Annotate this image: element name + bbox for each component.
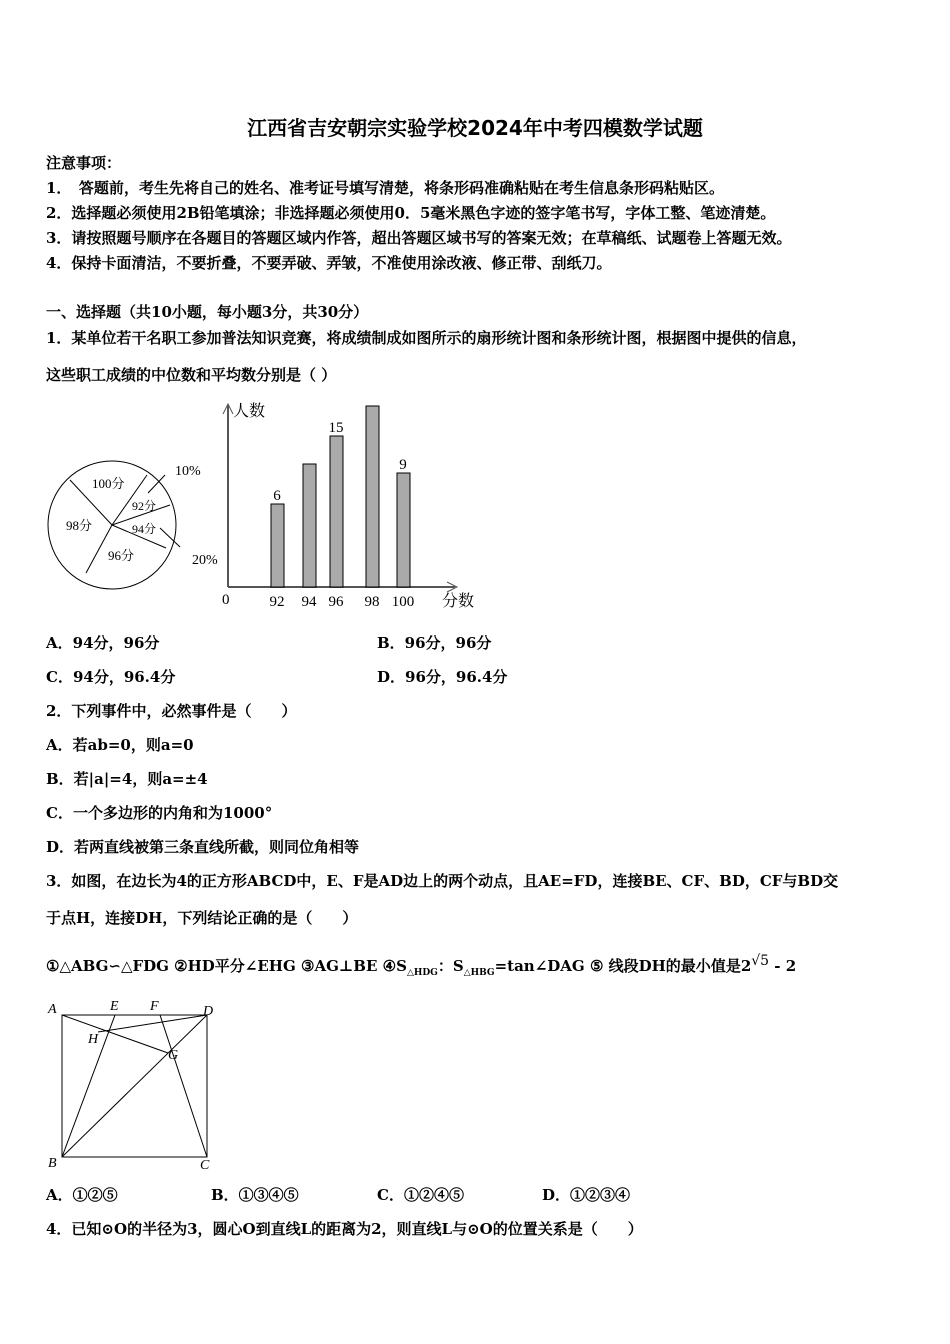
section-heading: 一、选择题（共10小题，每小题3分，共30分） [46,303,369,321]
pie-pct: 10% [175,464,201,479]
q1-figure [40,390,490,620]
x-tick-label: 100 [391,594,415,610]
x-tick-label: 98 [364,594,380,610]
pie-label: 92分 [132,499,157,513]
pie-pct: 20% [192,553,218,568]
note-item: 2．选择题必须使用2B铅笔填涂；非选择题必须使用0．5毫米黑色字迹的签字笔书写，字体工整、笔迹清楚。 [46,204,776,222]
x-tick-label: 92 [269,594,285,610]
bar-value-label: 15 [328,420,344,436]
q3-option-a[interactable]: A．①②⑤ [46,1186,118,1204]
q2-stem: 2．下列事件中，必然事件是（ ） [46,702,297,720]
q2-option-d[interactable]: D．若两直线被第三条直线所截，则同位角相等 [46,838,360,856]
bar-value-label: 6 [273,488,281,504]
q1-stem: 1．某单位若干名职工参加普法知识竞赛，将成绩制成如图所示的扇形统计图和条形统计图，根据图中提供的信息， [46,329,807,347]
q4-stem: 4．已知⊙O的半径为3，圆心O到直线L的距离为2，则直线L与⊙O的位置关系是（ ） [46,1220,643,1238]
note-item: 4．保持卡面清洁，不要折叠，不要弄破、弄皱，不准使用涂改液、修正带、刮纸刀。 [46,254,612,272]
page-title: 江西省吉安朝宗实验学校2024年中考四模数学试题 [247,116,703,140]
bar [303,464,316,587]
note-item: 1． 答题前，考生先将自己的姓名、准考证号填写清楚，将条形码准确粘贴在考生信息条形码粘贴区。 [46,179,724,197]
pie-label: 100分 [92,476,125,491]
q3-option-b[interactable]: B．①③④⑤ [211,1186,299,1204]
bar [366,406,379,587]
q3-figure [40,995,230,1175]
pie-label: 98分 [66,518,93,533]
bar [330,436,343,587]
q3-option-d[interactable]: D．①②③④ [542,1186,631,1204]
pie-label: 94分 [132,522,157,536]
svg-text:H: H [88,1032,99,1047]
pie-chart [48,461,218,589]
svg-text:E: E [110,999,119,1014]
q3-stem: 于点H，连接DH，下列结论正确的是（ ） [46,909,358,927]
q2-option-b[interactable]: B．若|a|=4，则a=±4 [46,770,208,788]
x-tick-label: 96 [328,594,344,610]
svg-text:A: A [48,1002,57,1017]
svg-text:C: C [200,1158,210,1173]
x-axis-label: 分数 [442,593,475,610]
pie-label: 96分 [108,548,135,563]
q3-stem: 3．如图，在边长为4的正方形ABCD中，E、F是AD边上的两个动点，且AE=FD，连接BE、CF、BD，CF与BD交 [46,872,839,890]
note-item: 3．请按照题号顺序在各题目的答题区域内作答，超出答题区域书写的答案无效；在草稿纸、试题卷上答题无效。 [46,229,792,247]
svg-text:F: F [150,999,159,1014]
x-tick-label: 94 [301,594,317,610]
notes-heading: 注意事项： [46,154,122,172]
bar-chart [222,402,474,610]
svg-text:G: G [168,1048,179,1063]
q2-option-c[interactable]: C．一个多边形的内角和为1000° [46,804,273,822]
q3-option-c[interactable]: C．①②④⑤ [377,1186,464,1204]
q1-option-a[interactable]: A．94分，96分 [46,634,160,652]
svg-text:D: D [203,1004,214,1019]
q1-option-c[interactable]: C．94分，96.4分 [46,668,176,686]
origin-label: 0 [222,592,230,608]
q2-option-a[interactable]: A．若ab=0，则a=0 [46,736,194,754]
q3-conclusions: ①△ABG∽△FDG ②HD平分∠EHG ③AG⊥BE $④S_{\triangle HDG}$：$S_{\triangle HBG}=\tan\angle DAG$ ⑤ 线段DH的最小值是$2^{√5} - 2$ [46,953,797,978]
bar-value-label: 9 [399,457,407,473]
bar [271,504,284,587]
q1-option-b[interactable]: B．96分，96分 [377,634,492,652]
q1-stem: 这些职工成绩的中位数和平均数分别是（ ） [46,366,337,384]
svg-text:B: B [48,1156,57,1171]
q1-option-d[interactable]: D．96分，96.4分 [377,668,508,686]
bar [397,473,410,587]
y-axis-label: 人数 [233,403,266,420]
